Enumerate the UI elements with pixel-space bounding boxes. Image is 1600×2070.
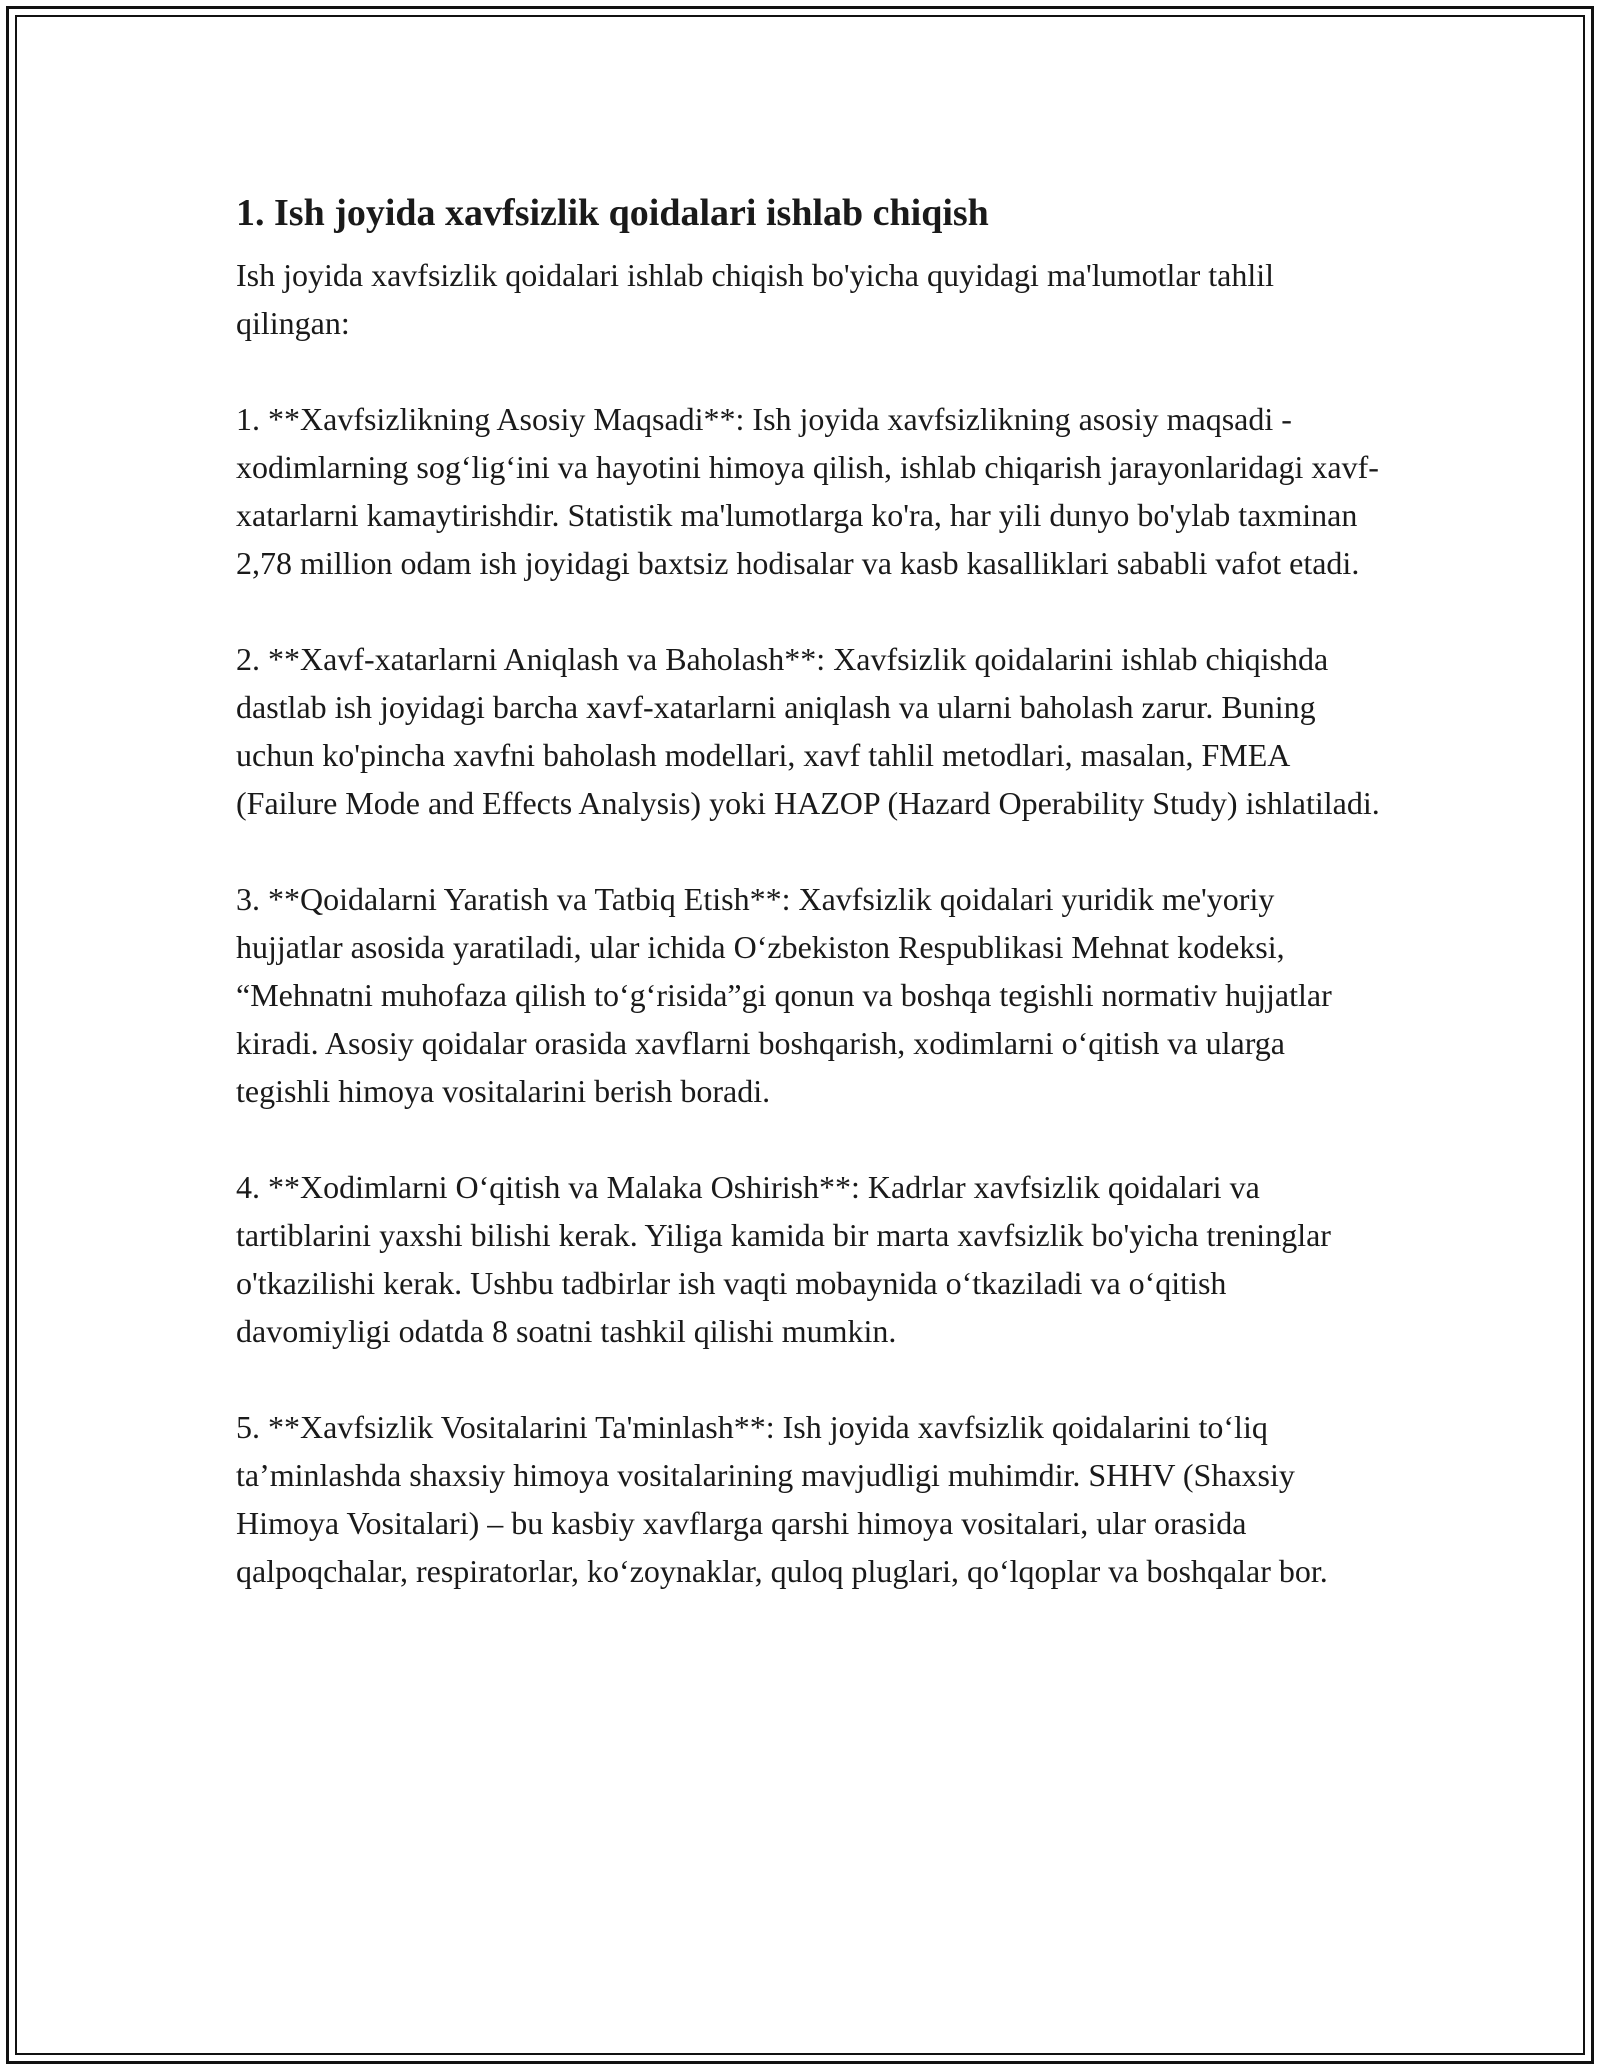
section-paragraph-2: 2. **Xavf-xatarlarni Aniqlash va Baholash**: Xavfsizlik qoidalarini ishlab chiqishda dastlab ish joyidagi barcha xavf-xatarlarni aniqlash va ularni baholash zarur. Buning uchun ko'pincha xavfni baholash modellari, xavf tahlil metodlari, masalan, FMEA (Failure Mode and Effects Analysis) yoki HAZOP (Hazard Operability Study) ishlatiladi.: [236, 641, 1380, 821]
document-title: 1. Ish joyida xavfsizlik qoidalari ishlab chiqish: [236, 192, 989, 234]
document-body: [236, 185, 1386, 1595]
section-paragraph-3: 3. **Qoidalarni Yaratish va Tatbiq Etish**: Xavfsizlik qoidalari yuridik me'yoriy hujjatlar asosida yaratiladi, ular ichida O‘zbekiston Respublikasi Mehnat kodeksi, “Mehnatni muhofaza qilish to‘g‘risida”gi qonun va boshqa tegishli normativ hujjatlar kiradi. Asosiy qoidalar orasida xavflarni boshqarish, xodimlarni o‘qitish va ularga tegishli himoya vositalarini berish boradi.: [236, 881, 1332, 1109]
section-paragraph-4: 4. **Xodimlarni O‘qitish va Malaka Oshirish**: Kadrlar xavfsizlik qoidalari va tartiblarini yaxshi bilishi kerak. Yiliga kamida bir marta xavfsizlik bo'yicha treninglar o'tkazilishi kerak. Ushbu tadbirlar ish vaqti mobaynida o‘tkaziladi va o‘qitish davomiyligi odatda 8 soatni tashkil qilishi mumkin.: [236, 1169, 1331, 1349]
section-paragraph-5: 5. **Xavfsizlik Vositalarini Ta'minlash**: Ish joyida xavfsizlik qoidalarini to‘liq ta’minlashda shaxsiy himoya vositalarining mavjudligi muhimdir. SHHV (Shaxsiy Himoya Vositalari) – bu kasbiy xavflarga qarshi himoya vositalari, ular orasida qalpoqchalar, respiratorlar, ko‘zoynaklar, quloq pluglari, qo‘lqoplar va boshqalar bor.: [236, 1409, 1328, 1589]
intro-paragraph: Ish joyida xavfsizlik qoidalari ishlab chiqish bo'yicha quyidagi ma'lumotlar tahlil qilingan:: [236, 257, 1274, 341]
section-paragraph-1: 1. **Xavfsizlikning Asosiy Maqsadi**: Ish joyida xavfsizlikning asosiy maqsadi - xodimlarning sog‘lig‘ini va hayotini himoya qilish, ishlab chiqarish jarayonlaridagi xavf-xatarlarni kamaytirishdir. Statistik ma'lumotlarga ko'ra, har yili dunyo bo'ylab taxminan 2,78 million odam ish joyidagi baxtsiz hodisalar va kasb kasalliklari sababli vafot etadi.: [236, 401, 1379, 581]
